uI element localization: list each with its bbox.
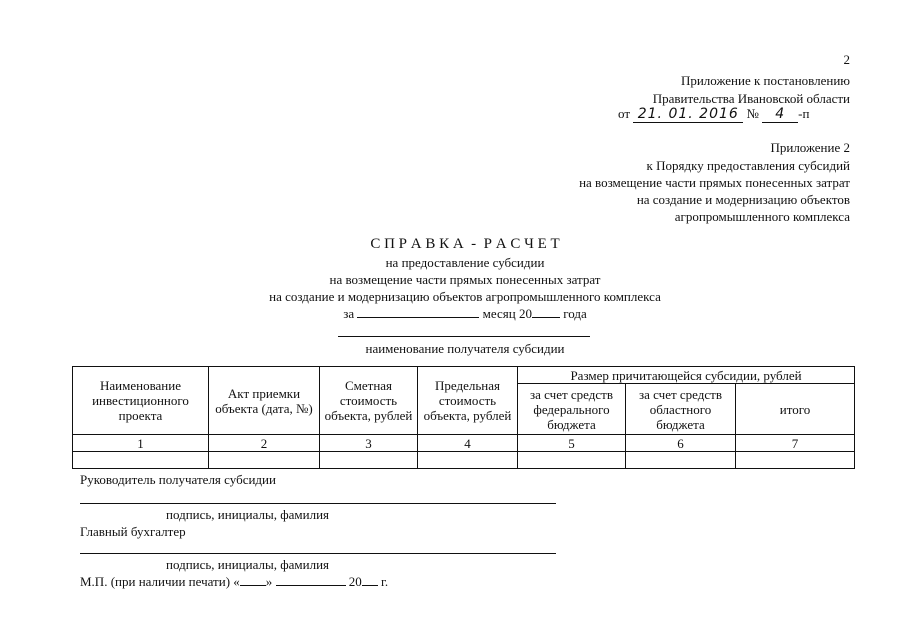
accountant-signature-caption: подпись, инициалы, фамилия	[166, 557, 330, 572]
header-estimated-cost: Сметная стоимость объекта, рублей	[320, 367, 418, 435]
period-prefix: за	[343, 306, 355, 321]
stamp-year-blank[interactable]	[362, 574, 378, 586]
column-number: 1	[73, 435, 209, 452]
stamp-suffix: г.	[381, 574, 389, 589]
appendix-line4: на создание и модернизацию объектов	[636, 192, 850, 207]
appendix-line3: на возмещение части прямых понесенных затрат	[579, 175, 850, 190]
header-federal-budget: за счет средств федерального бюджета	[518, 384, 626, 435]
table-cell[interactable]	[518, 452, 626, 469]
period-suffix: года	[563, 306, 587, 321]
table-row	[73, 452, 855, 469]
stamp-mid: »	[265, 574, 273, 589]
appendix-line5: агропромышленного комплекса	[674, 209, 850, 224]
table-cell[interactable]	[736, 452, 855, 469]
table-cell[interactable]	[320, 452, 418, 469]
appendix-line2: к Порядку предоставления субсидий	[646, 158, 850, 173]
stamp-line	[80, 574, 388, 590]
head-signature-line[interactable]	[80, 503, 556, 504]
period-middle: месяц 20	[482, 306, 532, 321]
stamp-year: 20	[348, 574, 362, 589]
header-total: итого	[736, 384, 855, 435]
column-number: 2	[209, 435, 320, 452]
header-regional-budget: за счет средств областного бюджета	[626, 384, 736, 435]
header-max-cost: Предельная стоимость объекта, рублей	[418, 367, 518, 435]
column-number: 5	[518, 435, 626, 452]
table-cell[interactable]	[626, 452, 736, 469]
title-line3: на создание и модернизацию объектов агропромышленного комплекса	[269, 289, 661, 304]
column-number: 3	[320, 435, 418, 452]
column-number-row	[73, 435, 855, 452]
header-date: 21. 01. 2016	[633, 106, 743, 123]
period-line	[260, 306, 670, 322]
header-ot: от	[618, 106, 631, 121]
header-project-name: Наименование инвестиционного проекта	[73, 367, 209, 435]
day-blank[interactable]	[240, 574, 266, 586]
page-number: 2	[843, 52, 850, 67]
stamp-month-blank[interactable]	[276, 574, 346, 586]
header-date-line	[618, 106, 858, 123]
head-signature-caption: подпись, инициалы, фамилия	[166, 507, 330, 522]
title-line2: на возмещение части прямых понесенных затрат	[329, 272, 601, 287]
title-line1: на предоставление субсидии	[385, 255, 545, 270]
header-line2: Правительства Ивановской области	[652, 91, 850, 106]
recipient-caption: наименование получателя субсидии	[365, 341, 565, 356]
stamp-prefix: М.П. (при наличии печати) «	[80, 574, 240, 589]
calculation-table	[72, 366, 855, 469]
column-number: 6	[626, 435, 736, 452]
header-subsidy-group: Размер причитающейся субсидии, рублей	[518, 367, 855, 384]
head-label: Руководитель получателя субсидии	[80, 472, 276, 487]
month-blank[interactable]	[357, 306, 479, 318]
column-number: 7	[736, 435, 855, 452]
table-cell[interactable]	[209, 452, 320, 469]
header-line1: Приложение к постановлению	[680, 73, 850, 88]
recipient-name-line[interactable]	[338, 336, 590, 337]
table-cell[interactable]	[418, 452, 518, 469]
header-no: №	[746, 106, 759, 121]
document-title: С П Р А В К А - Р А С Ч Е Т	[370, 236, 560, 252]
accountant-signature-line[interactable]	[80, 553, 556, 554]
header-acceptance-act: Акт приемки объекта (дата, №)	[209, 367, 320, 435]
year-blank[interactable]	[532, 306, 560, 318]
header-number: 4	[762, 106, 798, 123]
column-number: 4	[418, 435, 518, 452]
table-cell[interactable]	[73, 452, 209, 469]
appendix-line1: Приложение 2	[770, 140, 850, 155]
header-suffix: -п	[798, 106, 810, 121]
accountant-label: Главный бухгалтер	[80, 524, 186, 539]
